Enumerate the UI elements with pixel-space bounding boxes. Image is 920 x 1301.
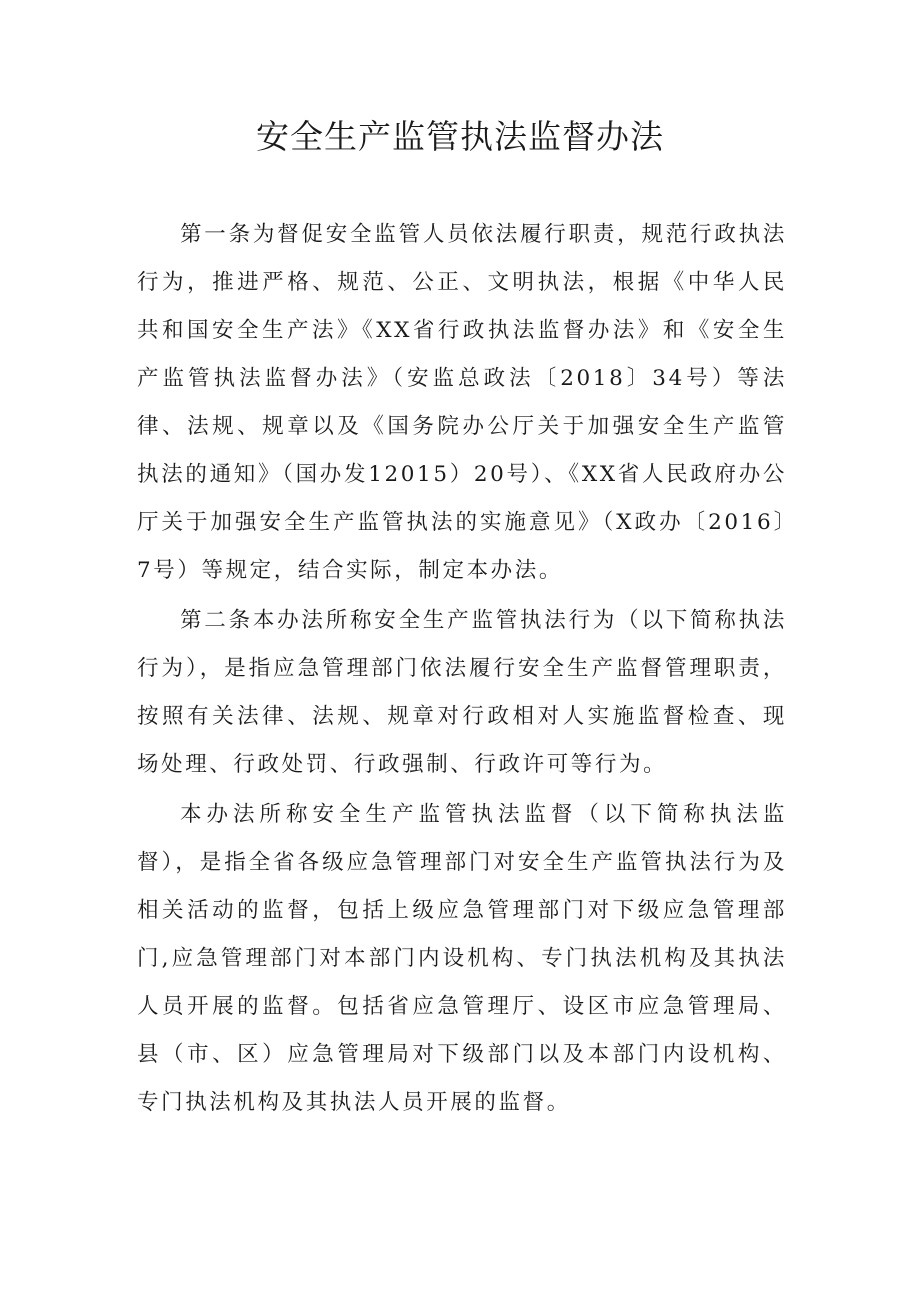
paragraph-article-2: 第二条本办法所称安全生产监管执法行为（以下简称执法行为），是指应急管理部门依法履行安全生产监督管理职责，按照有关法律、法规、规章对行政相对人实施监督检查、现场处理、行政处罚、行政强制、行政许可等行为。 [137,608,787,777]
paragraph-article-2-supervision: 本办法所称安全生产监管执法监督（以下简称执法监督），是指全省各级应急管理部门对安全生产监管执法行为及相关活动的监督，包括上级应急管理部门对下级应急管理部门,应急管理部门对本部门内设机构、专门执法机构及其执法人员开展的监督。包括省应急管理厅、设区市应急管理局、县（市、区）应急管理局对下级部门以及本部门内设机构、专门执法机构及其执法人员开展的监督。 [137,802,787,1115]
document-title: 安全生产监管执法监督办法 [256,117,664,156]
document-body [137,211,787,1129]
paragraph-article-1: 第一条为督促安全监管人员依法履行职责，规范行政执法行为，推进严格、规范、公正、文明执法，根据《中华人民共和国安全生产法》《XX省行政执法监督办法》和《安全生产监管执法监督办法》（安监总政法〔2018〕34号）等法律、法规、规章以及《国务院办公厅关于加强安全生产监管执法的通知》（国办发12015）20号）、《XX省人民政府办公厅关于加强安全生产监管执法的实施意见》（X政办〔2016〕7号）等规定，结合实际，制定本办法。 [137,222,787,583]
